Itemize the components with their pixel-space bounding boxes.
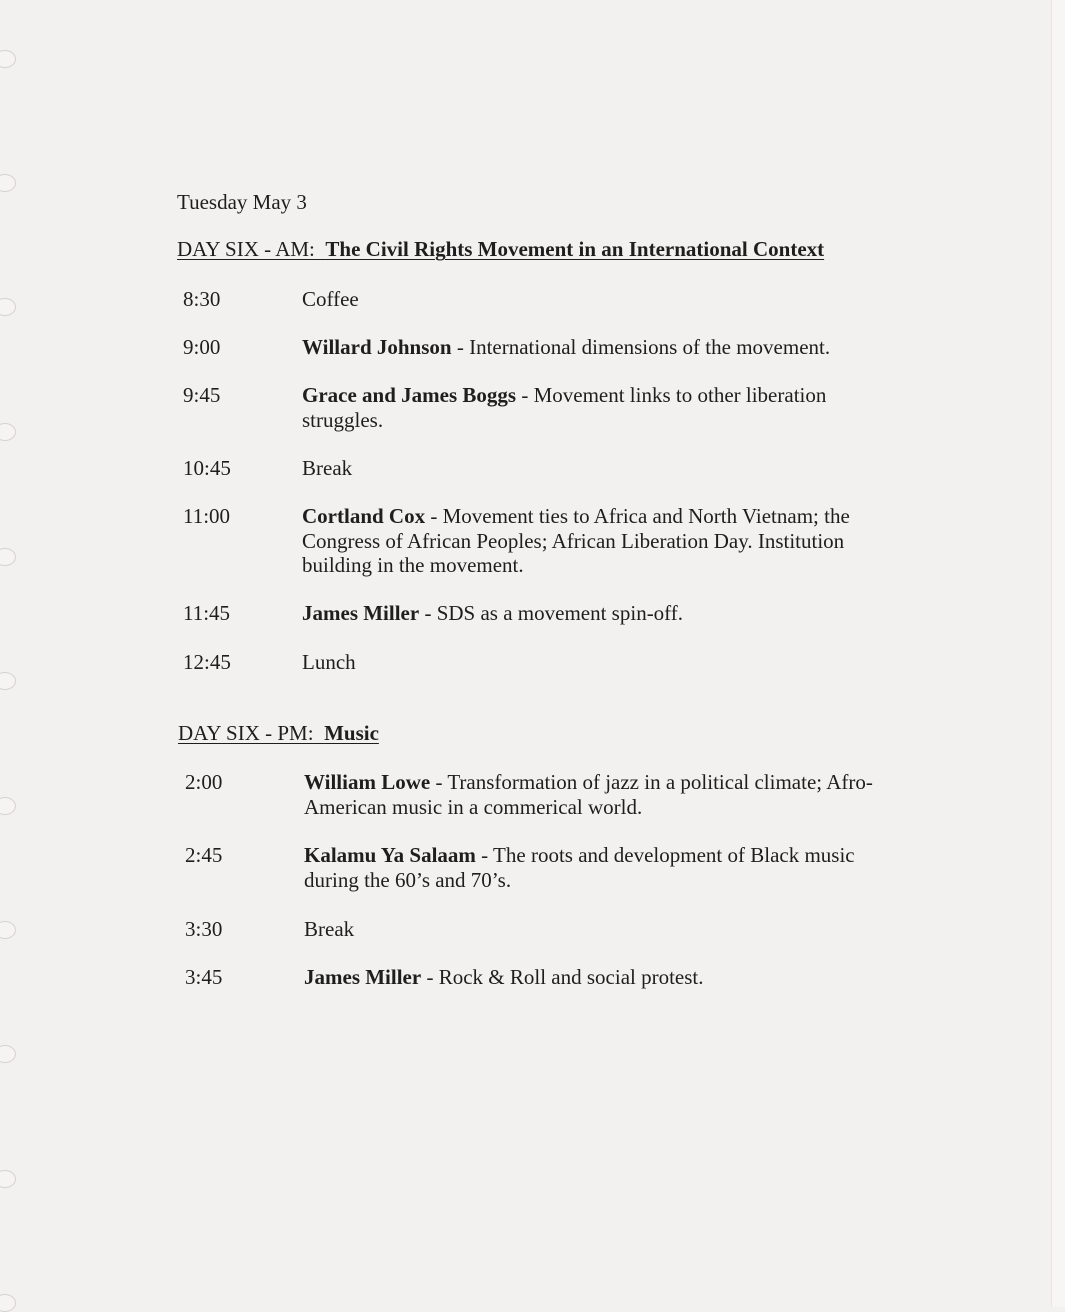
entry-time: 2:00 bbox=[185, 770, 223, 794]
binder-hole bbox=[0, 50, 16, 68]
entry-time: 3:30 bbox=[185, 917, 223, 941]
entry-text: Movement ties to Africa and North Vietnam; the Congress of African Peoples; African Liberation Day. Institution building in the movement. bbox=[302, 504, 850, 577]
binder-hole bbox=[0, 921, 16, 939]
entry-description bbox=[302, 504, 872, 578]
binder-hole bbox=[0, 672, 16, 690]
am-section-prefix: DAY SIX - AM: bbox=[177, 237, 315, 261]
entry-separator: - bbox=[419, 601, 437, 625]
entry-speaker: Willard Johnson bbox=[302, 335, 452, 359]
entry-speaker: James Miller bbox=[304, 965, 422, 989]
entry-description bbox=[304, 917, 874, 942]
entry-text: Coffee bbox=[302, 287, 359, 311]
entry-time: 12:45 bbox=[183, 650, 231, 674]
am-section-topic: The Civil Rights Movement in an International Context bbox=[325, 237, 825, 261]
entry-separator: - bbox=[475, 843, 494, 867]
binder-hole bbox=[0, 298, 16, 316]
am-section-heading bbox=[177, 237, 824, 262]
entry-speaker: James Miller bbox=[302, 601, 420, 625]
entry-description bbox=[302, 601, 872, 626]
entry-separator: - bbox=[421, 965, 439, 989]
pm-section-heading bbox=[178, 721, 379, 746]
entry-description bbox=[302, 650, 872, 675]
entry-description bbox=[304, 770, 874, 819]
entry-description bbox=[302, 335, 872, 360]
entry-separator: - bbox=[425, 504, 443, 528]
binder-hole bbox=[0, 174, 16, 192]
entry-description bbox=[302, 383, 872, 432]
pm-section-topic: Music bbox=[324, 721, 379, 745]
entry-text: Transformation of jazz in a political climate; Afro-American music in a commerical world. bbox=[304, 770, 873, 819]
entry-time: 9:45 bbox=[183, 383, 221, 407]
binder-hole bbox=[0, 1045, 16, 1063]
binder-hole bbox=[0, 1294, 16, 1312]
page-edge-strip bbox=[1051, 0, 1065, 1307]
entry-description bbox=[302, 287, 872, 312]
pm-section-prefix: DAY SIX - PM: bbox=[178, 721, 314, 745]
entry-text: Rock & Roll and social protest. bbox=[438, 965, 704, 989]
entry-text: Break bbox=[304, 917, 355, 941]
entry-speaker: William Lowe bbox=[304, 770, 431, 794]
entry-text: Break bbox=[302, 456, 353, 480]
entry-text: International dimensions of the movement. bbox=[469, 335, 831, 359]
entry-time: 8:30 bbox=[183, 287, 221, 311]
entry-time: 11:45 bbox=[183, 601, 231, 625]
entry-time: 11:00 bbox=[183, 504, 231, 528]
entry-text: SDS as a movement spin-off. bbox=[436, 601, 684, 625]
entry-time: 10:45 bbox=[183, 456, 231, 480]
binder-hole bbox=[0, 1170, 16, 1188]
entry-speaker: Grace and James Boggs bbox=[302, 383, 517, 407]
entry-text: Movement links to other liberation struggles. bbox=[302, 383, 827, 432]
entry-time: 9:00 bbox=[183, 335, 221, 359]
entry-speaker: Kalamu Ya Salaam bbox=[304, 843, 476, 867]
entry-text: Lunch bbox=[302, 650, 356, 674]
entry-separator: - bbox=[516, 383, 534, 407]
entry-text: The roots and development of Black music during the 60’s and 70’s. bbox=[304, 843, 855, 892]
binder-hole bbox=[0, 423, 16, 441]
entry-description bbox=[302, 456, 872, 481]
binder-hole bbox=[0, 548, 16, 566]
entry-description bbox=[304, 965, 874, 990]
entry-description bbox=[304, 843, 874, 892]
entry-time: 3:45 bbox=[185, 965, 223, 989]
binder-hole bbox=[0, 797, 16, 815]
entry-speaker: Cortland Cox bbox=[302, 504, 426, 528]
schedule-date: Tuesday May 3 bbox=[177, 190, 307, 214]
entry-time: 2:45 bbox=[185, 843, 223, 867]
entry-separator: - bbox=[451, 335, 470, 359]
entry-separator: - bbox=[430, 770, 448, 794]
